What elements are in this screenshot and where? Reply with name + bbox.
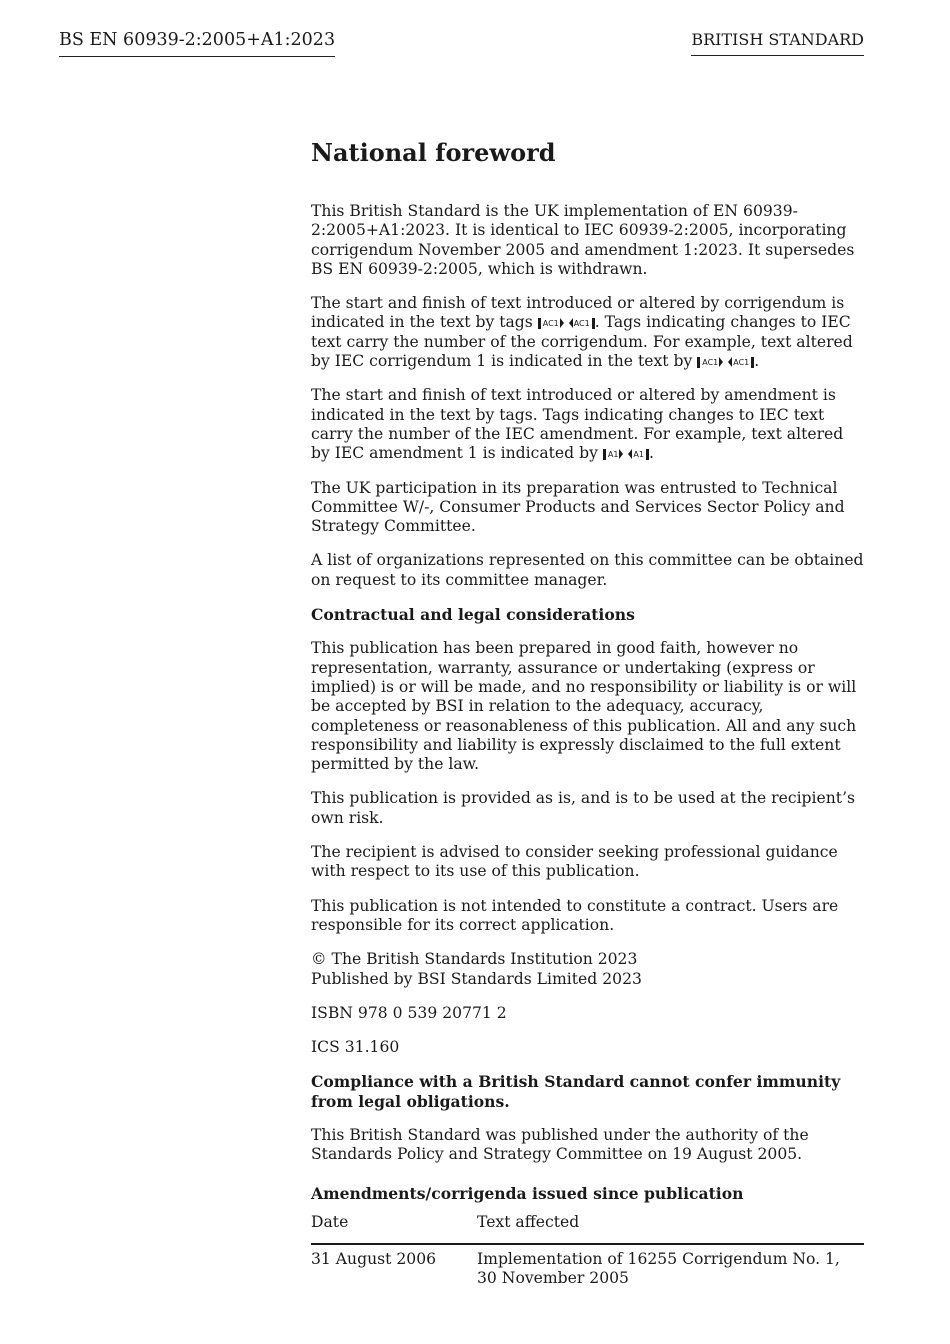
- paragraph-participation: The UK participation in its preparation was entrusted to Technical Committee W/-, Consumer Products and Services Sector Policy and Strategy Committee.: [311, 478, 845, 536]
- header-series: BRITISH STANDARD: [691, 30, 864, 56]
- paragraph-guidance: The recipient is advised to consider seeking professional guidance with respect to its use of this publication.: [311, 843, 838, 881]
- table-header-row: [311, 1213, 864, 1244]
- corrigendum-open-tag-icon: AC1: [538, 318, 564, 329]
- published-by: Published by BSI Standards Limited 2023: [311, 969, 642, 988]
- header-doc-id: BS EN 60939-2:2005+A1:2023: [59, 30, 335, 57]
- amendments-title: Amendments/corrigenda issued since publication: [311, 1183, 744, 1203]
- paragraph-own-risk: This publication is provided as is, and is to be used at the recipient’s own risk.: [311, 789, 856, 827]
- compliance-notice: Compliance with a British Standard cannot confer immunity from legal obligations.: [311, 1072, 841, 1111]
- corrigendum-open-tag-icon: AC1: [697, 357, 723, 368]
- copyright: © The British Standards Institution 2023: [311, 950, 638, 969]
- paragraph-authority: This British Standard was published under the authority of the Standards Policy and Strategy Committee on 19 August 2005.: [311, 1125, 809, 1164]
- table-row: [311, 1244, 864, 1289]
- text: The start and finish of text introduced or altered by corrigendum is indicated in the text by tags: [311, 294, 845, 332]
- column-header-text-affected: Text affected: [477, 1213, 864, 1244]
- text: .: [648, 444, 654, 463]
- national-foreword: [311, 138, 864, 1289]
- amendment-open-tag-icon: A1: [603, 449, 624, 460]
- ics: ICS 31.160: [311, 1038, 400, 1057]
- copyright-block: [311, 950, 864, 989]
- text: . Tags indicating changes to IEC text carry the number of the corrigendum. For example, text altered by IEC corrigendum 1 is indicated in the text by: [311, 313, 853, 371]
- row-date: 31 August 2006: [311, 1250, 437, 1269]
- paragraph-not-contract: This publication is not intended to constitute a contract. Users are responsible for its correct application.: [311, 896, 839, 934]
- text: The start and finish of text introduced or altered by amendment is indicated in the text by tags. Tags indicating changes to IEC text carry the number of the IEC amendment. For example, text altered by IEC amendment 1 is indicated by: [311, 386, 844, 463]
- corrigendum-close-tag-icon: AC1: [569, 318, 595, 329]
- paragraph-committee-list: A list of organizations represented on this committee can be obtained on request to its committee manager.: [311, 551, 864, 589]
- paragraph-amendment-tags: [311, 386, 864, 463]
- isbn: ISBN 978 0 539 20771 2: [311, 1003, 507, 1022]
- row-text-affected: Implementation of 16255 Corrigendum No. 1, 30 November 2005: [477, 1250, 840, 1288]
- paragraph-good-faith: This publication has been prepared in good faith, however no representation, warranty, assurance or undertaking (express or implied) is or will be made, and no responsibility or liability is or will be accepted by BSI in relation to the adequacy, accuracy, completeness or reasonableness of this publication. All and any such responsibility and liability is expressly disclaimed to the full extent permitted by the law.: [311, 639, 857, 774]
- column-header-date: Date: [311, 1213, 477, 1244]
- amendments-table: [311, 1213, 864, 1289]
- paragraph-implementation: This British Standard is the UK implementation of EN 60939-2:2005+A1:2023. It is identical to IEC 60939-2:2005, incorporating corrigendum November 2005 and amendment 1:2023. It supersedes BS EN 60939-2:2005, which is withdrawn.: [311, 202, 855, 278]
- paragraph-corrigendum-tags: [311, 294, 864, 371]
- corrigendum-close-tag-icon: AC1: [728, 357, 754, 368]
- contractual-heading: Contractual and legal considerations: [311, 605, 635, 625]
- text: .: [754, 352, 760, 371]
- amendment-close-tag-icon: A1: [628, 449, 649, 460]
- page-title: National foreword: [311, 138, 556, 167]
